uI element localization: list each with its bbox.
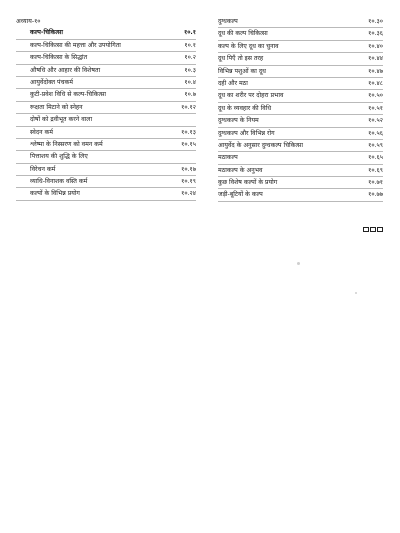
toc-entry-page: १०.४० xyxy=(368,42,383,50)
scan-speck xyxy=(297,262,300,265)
toc-entry xyxy=(16,65,196,77)
square-ornament-icon xyxy=(377,227,383,232)
toc-entry-page: १०.३६ xyxy=(368,30,383,38)
toc-entry-page: १०.२४ xyxy=(181,190,196,198)
toc-entry-page: १०.१२ xyxy=(181,103,196,111)
toc-entry-page: १०.५२ xyxy=(368,117,383,125)
toc-entry-title: रूक्षता मिटाने को स्नेहन xyxy=(30,103,83,111)
toc-entry-page: १०.५१ xyxy=(368,104,383,112)
toc-entry-page: १०.५६ xyxy=(368,129,383,137)
toc-entry xyxy=(16,52,196,64)
toc-entry-title: दोषों को द्रवीभूत करने वाला xyxy=(30,116,93,124)
toc-entry-title: विरेचन कर्म xyxy=(30,165,56,173)
toc-entry-page: १०.३० xyxy=(368,18,383,25)
toc-entry-page: १०.१ xyxy=(183,29,196,37)
toc-entry-title: दूध का शरीर पर दोहरा प्रभाव xyxy=(218,92,284,100)
toc-entry-title: स्वेदन कर्म xyxy=(30,128,53,136)
toc-entry xyxy=(218,90,383,102)
toc-entry-page: १०.५० xyxy=(368,92,383,100)
toc-entry xyxy=(16,114,196,126)
toc-entry xyxy=(16,77,196,89)
toc-entry xyxy=(218,128,383,140)
toc-entry-title: पित्ताशय की शुद्धि के लिए xyxy=(30,153,88,161)
toc-entry-title: आयुर्वेदोक्त पंचकर्म xyxy=(30,78,73,86)
toc-entry-page: १०.१३ xyxy=(181,128,196,136)
toc-entry xyxy=(218,53,383,65)
toc-entry-page: १०.४८ xyxy=(368,79,383,87)
toc-entry xyxy=(16,27,196,39)
toc-entry-page: १०.१९ xyxy=(181,178,196,186)
toc-entry xyxy=(218,140,383,152)
toc-entry-page: १०.४४ xyxy=(368,55,383,63)
toc-entry xyxy=(218,41,383,53)
toc-entry xyxy=(16,102,196,114)
chapter-heading: अध्याय-१० xyxy=(16,18,41,25)
toc-left-column xyxy=(16,16,196,201)
toc-entry xyxy=(218,28,383,40)
end-ornament xyxy=(363,227,383,232)
toc-entry-title: कल्प-चिकित्सा की महत्ता और उपयोगिता xyxy=(30,41,121,49)
toc-entry-page: १०.४७ xyxy=(368,67,383,75)
toc-entry xyxy=(218,165,383,177)
toc-entry xyxy=(16,188,196,200)
toc-entry xyxy=(218,189,383,201)
toc-entry-page: १०.७ xyxy=(184,91,196,99)
toc-entry-page: १०.१५ xyxy=(181,140,196,148)
toc-entry xyxy=(16,89,196,101)
toc-entry xyxy=(218,115,383,127)
toc-entry-title: जड़ी-बूटियों के कल्प xyxy=(218,191,263,199)
toc-entry-title: दूध के व्यवहार की विधि xyxy=(218,104,272,112)
toc-right-column xyxy=(218,16,383,202)
toc-entry xyxy=(16,176,196,188)
toc-entry-page: १०.४ xyxy=(184,78,196,86)
toc-entry-title: दुग्धकल्प के नियम xyxy=(218,117,259,125)
toc-entry xyxy=(218,103,383,115)
toc-entry-title: कल्प के लिए दूध का चुनाव xyxy=(218,42,279,50)
toc-entry-title: दुग्धकल्प xyxy=(218,18,238,25)
toc-entry-title: कल्प-चिकित्सा के सिद्धांत xyxy=(30,54,88,62)
toc-entry xyxy=(16,164,196,176)
toc-entry-title: आयुर्वेद के अनुसार दुग्धकल्प चिकित्सा xyxy=(218,141,303,149)
toc-entry-title: कुछ विशेष कल्पों के प्रयोग xyxy=(218,179,278,187)
toc-entry-title: औषधि और आहार की विशेषता xyxy=(30,66,101,74)
toc-entry xyxy=(218,152,383,164)
toc-entry xyxy=(16,40,196,52)
toc-entry-title: विभिन्न पशुओं का दूध xyxy=(218,67,266,75)
toc-entry-title: व्याधि-विनाशक वस्ति कर्म xyxy=(30,178,88,186)
toc-entry-page: १०.१७ xyxy=(181,165,196,173)
toc-entry-title: मठाकल्प xyxy=(218,154,238,162)
square-ornament-icon xyxy=(370,227,376,232)
toc-entry xyxy=(16,151,196,163)
toc-entry-title: दही और मठा xyxy=(218,79,248,87)
toc-entry-title: दूध पिएँ तो इस तरह xyxy=(218,55,264,63)
toc-entry-page: १०.१ xyxy=(184,41,196,49)
toc-entry-page: १०.३ xyxy=(184,66,196,74)
toc-entry xyxy=(218,177,383,189)
toc-entry xyxy=(16,127,196,139)
chapter-heading-row xyxy=(16,16,196,27)
toc-entry-title: श्लेष्मा के निस्सरण को वमन कर्म xyxy=(30,140,103,148)
toc-entry-page: १०.७१ xyxy=(368,179,383,187)
toc-entry xyxy=(218,16,383,28)
toc-entry-page: १०.६९ xyxy=(368,166,383,174)
toc-entry-page: १०.२ xyxy=(184,54,196,62)
toc-entry-title: दुग्धकल्प और विभिन्न रोग xyxy=(218,129,275,137)
toc-entry-title: दूध की कल्प चिकित्सा xyxy=(218,30,268,38)
toc-entry-page: १०.५९ xyxy=(368,141,383,149)
toc-entry-title: कल्पों के विभिन्न प्रयोग xyxy=(30,190,80,198)
toc-entry xyxy=(16,139,196,151)
toc-entry-title: मठाकल्प के अनुभव xyxy=(218,166,263,174)
toc-entry-page: १०.७७ xyxy=(368,191,383,199)
toc-entry-title: कुटी-प्रवेश विधि से कल्प-चिकित्सा xyxy=(30,91,107,99)
toc-entry-page: १०.६५ xyxy=(368,154,383,162)
scan-speck xyxy=(355,292,357,294)
toc-entry xyxy=(218,78,383,90)
toc-entry xyxy=(218,66,383,78)
square-ornament-icon xyxy=(363,227,369,232)
toc-entry-title: कल्प-चिकित्सा xyxy=(30,29,63,37)
